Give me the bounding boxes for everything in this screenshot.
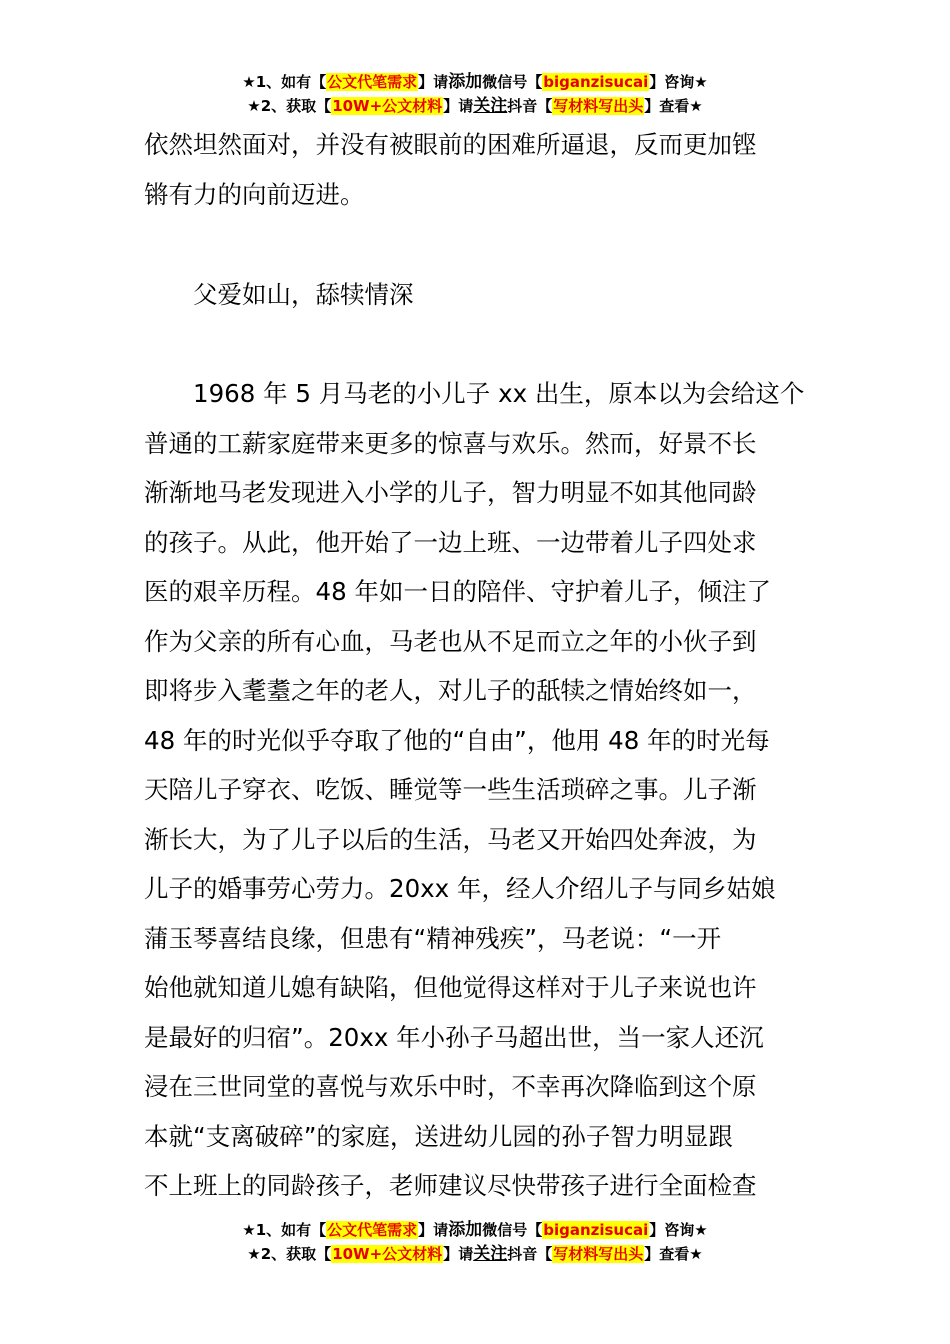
banner-text: 】查看 xyxy=(644,97,690,115)
banner-emphasis: 关注 xyxy=(473,96,508,116)
text-line: 医的艰辛历程。48 年如一日的陪伴、守护着儿子，倾注了 xyxy=(144,577,771,606)
star-icon: ★ xyxy=(689,1245,703,1263)
highlight-douyin-account: 写材料写出头 xyxy=(553,1245,644,1263)
banner-text: 抖音【 xyxy=(507,97,553,115)
text-line: 普通的工薪家庭带来更多的惊喜与欢乐。然而，好景不长 xyxy=(144,428,757,458)
highlight-service: 公文代笔需求 xyxy=(327,1221,418,1239)
banner-text: 抖音【 xyxy=(507,1245,553,1263)
star-icon: ★ xyxy=(247,1245,261,1263)
banner-line-2 xyxy=(0,94,950,118)
text-line: 不上班上的同龄孩子，老师建议尽快带孩子进行全面检查 xyxy=(144,1171,757,1200)
highlight-douyin-account: 写材料写出头 xyxy=(553,97,644,115)
banner-text: 】请 xyxy=(443,1245,474,1263)
star-icon: ★ xyxy=(689,97,703,115)
text-line: 作为父亲的所有心血，马老也从不足而立之年的小伙子到 xyxy=(144,626,757,656)
highlight-service: 公文代笔需求 xyxy=(327,73,418,91)
text-line: 1968 年 5 月马老的小儿子 xx 出生，原本以为会给这个 xyxy=(144,379,805,408)
text-line: 锵有力的向前迈进。 xyxy=(144,179,365,209)
banner-emphasis: 添加 xyxy=(448,72,483,92)
text-line: 始他就知道儿媳有缺陷，但他觉得这样对于儿子来说也许 xyxy=(144,973,757,1002)
highlight-wechat-id: biganzisucai xyxy=(543,1221,649,1239)
text-line: 蒲玉琴喜结良缘，但患有“精神残疾”，马老说：“一开 xyxy=(144,923,722,953)
star-icon: ★ xyxy=(694,1221,708,1239)
banner-text: 微信号【 xyxy=(482,1221,543,1239)
banner-text: 2、获取【 xyxy=(260,97,332,115)
banner-text: 2、获取【 xyxy=(260,1245,332,1263)
banner-text: 微信号【 xyxy=(482,73,543,91)
paragraph-main xyxy=(144,369,814,1211)
footer-banner xyxy=(0,1218,950,1266)
text-line: 48 年的时光似乎夺取了他的“自由”，他用 48 年的时光每 xyxy=(144,725,770,755)
highlight-materials: 10W+公文材料 xyxy=(332,97,443,115)
text-line: 依然坦然面对，并没有被眼前的困难所逼退，反而更加铿 xyxy=(144,130,757,159)
star-icon: ★ xyxy=(242,73,256,91)
banner-line-1 xyxy=(0,1218,950,1242)
banner-emphasis: 添加 xyxy=(448,1220,483,1240)
banner-line-1 xyxy=(0,70,950,94)
banner-text: 】咨询 xyxy=(649,1221,695,1239)
star-icon: ★ xyxy=(242,1221,256,1239)
section-heading: 父爱如山，舔犊情深 xyxy=(144,280,414,309)
banner-text: 】请 xyxy=(443,97,474,115)
banner-line-2 xyxy=(0,1242,950,1266)
text-line: 是最好的归宿”。20xx 年小孙子马超出世，当一家人还沉 xyxy=(144,1022,764,1052)
header-banner xyxy=(0,70,950,118)
banner-text: 1、如有【 xyxy=(255,1221,327,1239)
banner-emphasis: 关注 xyxy=(473,1244,508,1264)
star-icon: ★ xyxy=(694,73,708,91)
star-icon: ★ xyxy=(247,97,261,115)
text-line: 本就“支离破碎”的家庭，送进幼儿园的孙子智力明显跟 xyxy=(144,1121,733,1151)
banner-text: 】查看 xyxy=(644,1245,690,1263)
text-line: 浸在三世同堂的喜悦与欢乐中时，不幸再次降临到这个原 xyxy=(144,1072,757,1101)
text-line: 的孩子。从此，他开始了一边上班、一边带着儿子四处求 xyxy=(144,527,757,557)
highlight-materials: 10W+公文材料 xyxy=(332,1245,443,1263)
text-line: 天陪儿子穿衣、吃饭、睡觉等一些生活琐碎之事。儿子渐 xyxy=(144,775,757,804)
text-line: 即将步入耄耋之年的老人，对儿子的舐犊之情始终如一， xyxy=(144,676,757,705)
text-line: 儿子的婚事劳心劳力。20xx 年，经人介绍儿子与同乡姑娘 xyxy=(144,874,776,903)
banner-text: 】请 xyxy=(418,1221,449,1239)
paragraph-continuation xyxy=(144,120,814,219)
banner-text: 】请 xyxy=(418,73,449,91)
banner-text: 】咨询 xyxy=(649,73,695,91)
text-line: 渐渐地马老发现进入小学的儿子，智力明显不如其他同龄 xyxy=(144,478,757,507)
highlight-wechat-id: biganzisucai xyxy=(543,73,649,91)
text-line: 渐长大，为了儿子以后的生活，马老又开始四处奔波，为 xyxy=(144,824,757,854)
banner-text: 1、如有【 xyxy=(255,73,327,91)
